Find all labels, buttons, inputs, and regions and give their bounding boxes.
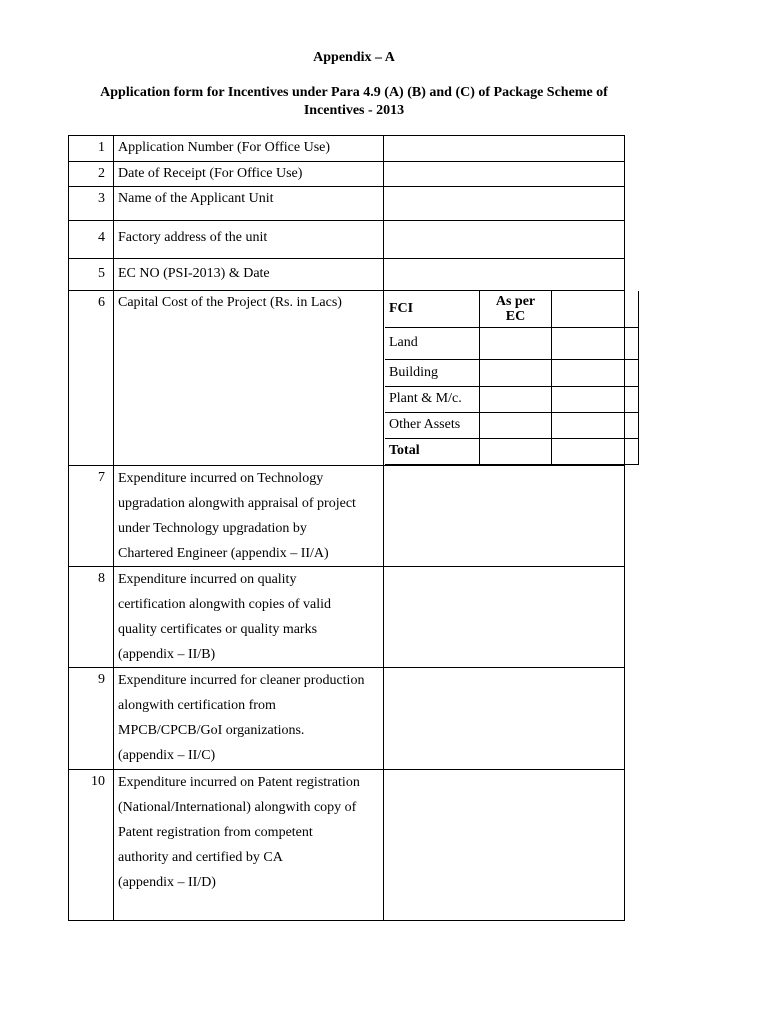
table-row bbox=[69, 136, 625, 162]
building-as-per-ec-field[interactable] bbox=[480, 359, 552, 386]
row-number: 8 bbox=[69, 567, 114, 668]
capital-cost-table bbox=[385, 291, 639, 465]
row-description bbox=[114, 770, 384, 921]
cleaner-production-expenditure-field[interactable] bbox=[384, 668, 625, 770]
row-description: Date of Receipt (For Office Use) bbox=[114, 162, 384, 187]
application-number-field[interactable] bbox=[384, 136, 625, 162]
as-per-ec-line-2: EC bbox=[505, 308, 526, 324]
description-line: quality certificates or quality marks bbox=[118, 622, 318, 637]
description-line: Expenditure incurred on Patent registration bbox=[118, 775, 360, 790]
description-line: Expenditure incurred on quality bbox=[118, 572, 297, 587]
table-row bbox=[69, 162, 625, 187]
row-number: 3 bbox=[69, 187, 114, 221]
row-number: 2 bbox=[69, 162, 114, 187]
land-as-per-ec-field[interactable] bbox=[480, 327, 552, 359]
row-number: 10 bbox=[69, 770, 114, 921]
row-description bbox=[114, 567, 384, 668]
fci-header: FCI bbox=[385, 291, 480, 327]
table-row bbox=[69, 291, 625, 466]
row-description: Name of the Applicant Unit bbox=[114, 187, 384, 221]
table-row bbox=[69, 567, 625, 668]
actual-header-cell bbox=[552, 291, 639, 327]
cost-item-label: Plant & M/c. bbox=[385, 386, 480, 412]
description-line: (National/International) alongwith copy of bbox=[118, 800, 357, 815]
description-line: (appendix – II/B) bbox=[118, 647, 216, 662]
as-per-ec-header bbox=[480, 291, 552, 327]
description-line: Expenditure incurred on Technology bbox=[118, 471, 324, 486]
description-line: Patent registration from competent bbox=[118, 825, 313, 840]
description-line: MPCB/CPCB/GoI organizations. bbox=[118, 723, 305, 738]
row-description: Factory address of the unit bbox=[114, 221, 384, 259]
table-row bbox=[69, 770, 625, 921]
row-number: 9 bbox=[69, 668, 114, 770]
total-as-per-ec-field[interactable] bbox=[480, 438, 552, 464]
application-form-table bbox=[68, 135, 625, 921]
total-actual-field[interactable] bbox=[552, 438, 639, 464]
cost-item-label: Other Assets bbox=[385, 412, 480, 438]
appendix-title: Appendix – A bbox=[313, 50, 395, 65]
cost-item-label: Building bbox=[385, 359, 480, 386]
row-number: 1 bbox=[69, 136, 114, 162]
table-row bbox=[69, 221, 625, 259]
row-description bbox=[114, 668, 384, 770]
capital-cost-cell bbox=[384, 291, 625, 466]
row-description: Capital Cost of the Project (Rs. in Lacs) bbox=[114, 291, 384, 466]
description-line: under Technology upgradation by bbox=[118, 521, 307, 536]
row-number: 6 bbox=[69, 291, 114, 466]
row-number: 4 bbox=[69, 221, 114, 259]
other-assets-actual-field[interactable] bbox=[552, 412, 639, 438]
table-row bbox=[69, 187, 625, 221]
description-line: Chartered Engineer (appendix – II/A) bbox=[118, 546, 329, 561]
form-title bbox=[80, 84, 628, 120]
row-description: Application Number (For Office Use) bbox=[114, 136, 384, 162]
technology-upgradation-expenditure-field[interactable] bbox=[384, 466, 625, 567]
row-description bbox=[114, 466, 384, 567]
quality-certification-expenditure-field[interactable] bbox=[384, 567, 625, 668]
row-number: 5 bbox=[69, 259, 114, 291]
applicant-unit-name-field[interactable] bbox=[384, 187, 625, 221]
patent-registration-expenditure-field[interactable] bbox=[384, 770, 625, 921]
as-per-ec-line-1: As per bbox=[495, 293, 536, 309]
total-label: Total bbox=[385, 438, 480, 464]
description-line: authority and certified by CA bbox=[118, 850, 283, 865]
form-title-line-1: Application form for Incentives under Para 4.9 (A) (B) and (C) of Package Scheme of bbox=[100, 85, 608, 100]
plant-actual-field[interactable] bbox=[552, 386, 639, 412]
description-line: upgradation alongwith appraisal of project bbox=[118, 496, 356, 511]
factory-address-field[interactable] bbox=[384, 221, 625, 259]
description-line: (appendix – II/C) bbox=[118, 748, 216, 763]
ec-number-date-field[interactable] bbox=[384, 259, 625, 291]
table-row bbox=[69, 466, 625, 567]
table-row bbox=[69, 259, 625, 291]
description-line: (appendix – II/D) bbox=[118, 875, 216, 890]
table-row bbox=[69, 668, 625, 770]
plant-as-per-ec-field[interactable] bbox=[480, 386, 552, 412]
building-actual-field[interactable] bbox=[552, 359, 639, 386]
land-actual-field[interactable] bbox=[552, 327, 639, 359]
row-description: EC NO (PSI-2013) & Date bbox=[114, 259, 384, 291]
row-number: 7 bbox=[69, 466, 114, 567]
description-line: alongwith certification from bbox=[118, 698, 276, 713]
cost-item-label: Land bbox=[385, 327, 480, 359]
other-assets-as-per-ec-field[interactable] bbox=[480, 412, 552, 438]
description-line: Expenditure incurred for cleaner production bbox=[118, 673, 365, 688]
date-of-receipt-field[interactable] bbox=[384, 162, 625, 187]
form-title-line-2: Incentives - 2013 bbox=[303, 103, 405, 118]
description-line: certification alongwith copies of valid bbox=[118, 597, 332, 612]
